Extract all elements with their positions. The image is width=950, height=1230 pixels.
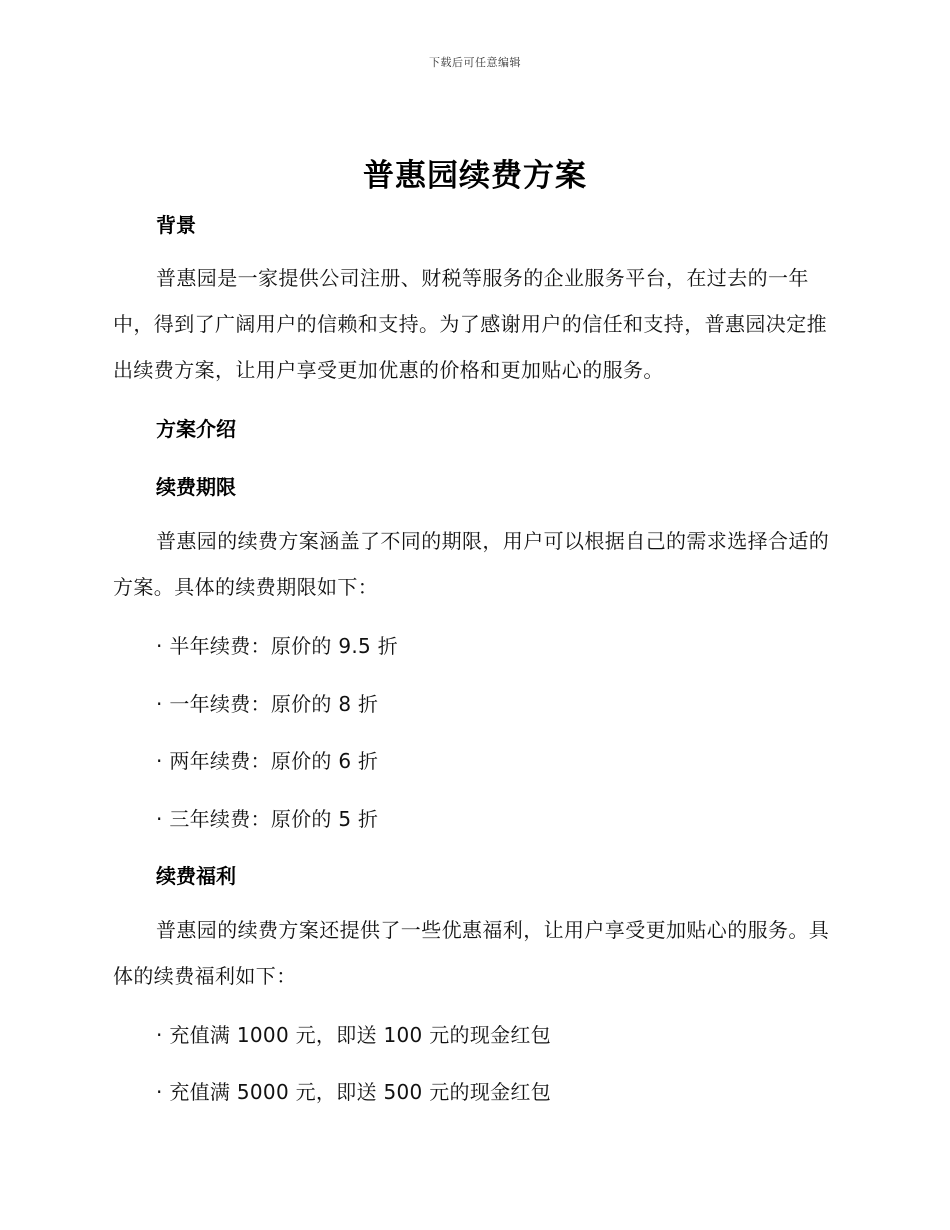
benefits-item-1000: · 充值满 1000 元，即送 100 元的现金红包 (156, 1023, 552, 1047)
terms-item-two-year: · 两年续费：原价的 6 折 (156, 749, 379, 773)
heading-terms: 续费期限 (156, 475, 236, 499)
paragraph-benefits: 普惠园的续费方案还提供了一些优惠福利，让用户享受更加贴心的服务。具体的续费福利如下： (113, 918, 830, 988)
terms-item-one-year: · 一年续费：原价的 8 折 (156, 692, 379, 716)
terms-item-three-year: · 三年续费：原价的 5 折 (156, 807, 379, 831)
benefits-item-5000: · 充值满 5000 元，即送 500 元的现金红包 (156, 1080, 552, 1104)
terms-item-half-year: · 半年续费：原价的 9.5 折 (156, 634, 399, 658)
heading-intro: 方案介绍 (156, 417, 236, 441)
paragraph-terms: 普惠园的续费方案涵盖了不同的期限，用户可以根据自己的需求选择合适的方案。具体的续费期限如下： (113, 529, 830, 599)
paragraph-background: 普惠园是一家提供公司注册、财税等服务的企业服务平台，在过去的一年中，得到了广阔用户的信赖和支持。为了感谢用户的信任和支持，普惠园决定推出续费方案，让用户享受更加优惠的价格和更加贴心的服务。 (113, 266, 827, 382)
document-title: 普惠园续费方案 (363, 158, 587, 194)
header-note: 下载后可任意编辑 (429, 56, 521, 69)
heading-benefits: 续费福利 (156, 864, 236, 888)
heading-background: 背景 (156, 213, 196, 237)
